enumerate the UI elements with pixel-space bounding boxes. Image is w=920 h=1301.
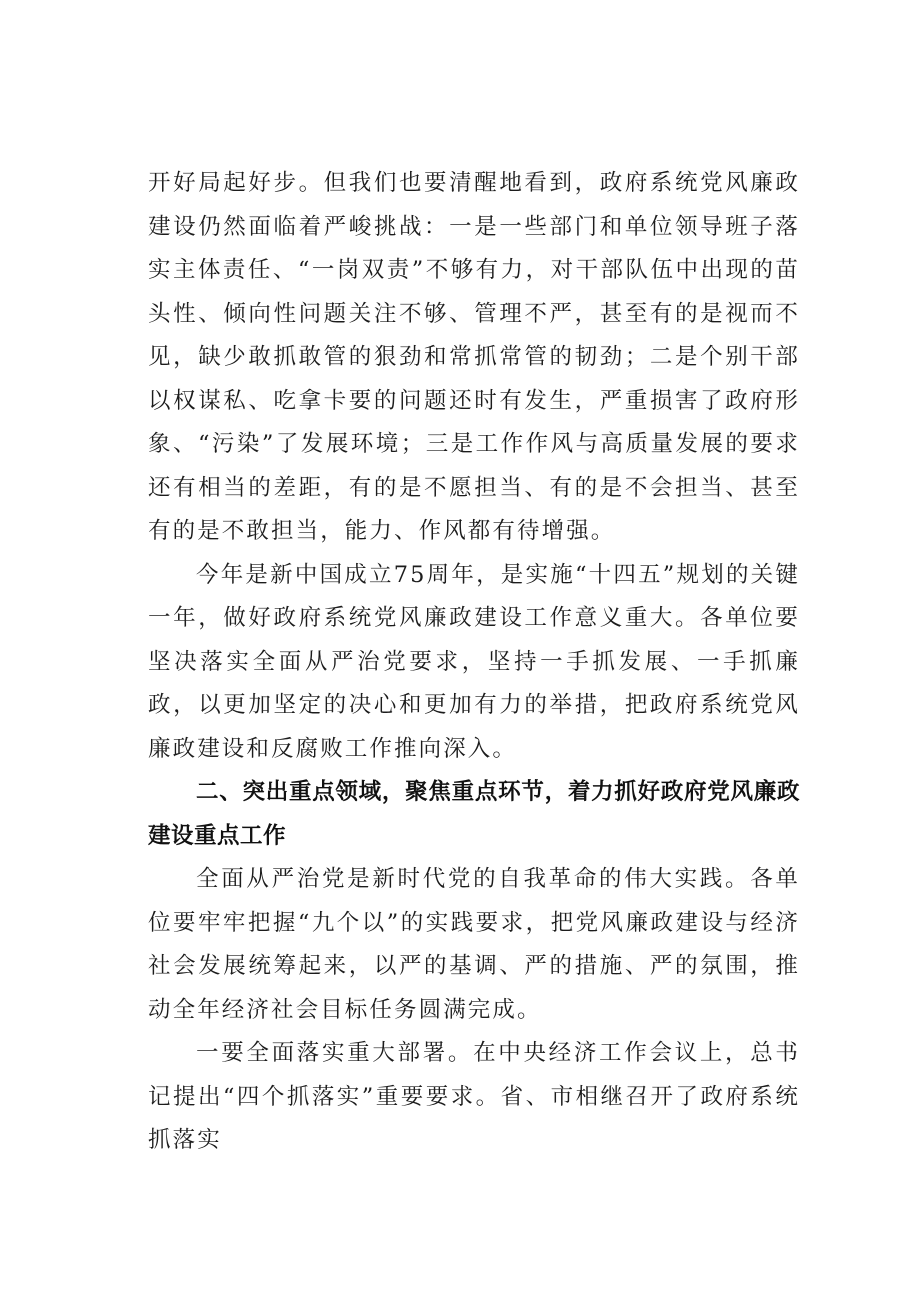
paragraph-major-deployment: 一要全面落实重大部署。在中央经济工作会议上，总书记提出“四个抓落实”重要要求。省、市相继召开了政府系统抓落实 xyxy=(148,1040,800,1153)
paragraph-strict-governance: 全面从严治党是新时代党的自我革命的伟大实践。各单位要牢牢把握“九个以”的实践要求，把党风廉政建设与经济社会发展统筹起来，以严的基调、严的措施、严的氛围，推动全年经济社会目标任务圆满完成。 xyxy=(148,866,800,1023)
paragraph-anniversary: 今年是新中国成立75周年，是实施“十四五”规划的关键一年，做好政府系统党风廉政建设工作意义重大。各单位要坚决落实全面从严治党要求，坚持一手抓发展、一手抓廉政，以更加坚定的决心和更加有力的举措，把政府系统党风廉政建设和反腐败工作推向深入。 xyxy=(148,561,800,762)
section-heading-two: 二、突出重点领域，聚焦重点环节，着力抓好政府党风廉政建设重点工作 xyxy=(148,779,800,849)
paragraph-continuation: 开好局起好步。但我们也要清醒地看到，政府系统党风廉政建设仍然面临着严峻挑战：一是一些部门和单位领导班子落实主体责任、“一岗双责”不够有力，对干部队伍中出现的苗头性、倾向性问题关注不够、管理不严，甚至有的是视而不见，缺少敢抓敢管的狠劲和常抓常管的韧劲；二是个别干部以权谋私、吃拿卡要的问题还时有发生，严重损害了政府形象、“污染”了发展环境；三是工作作风与高质量发展的要求还有相当的差距，有的是不愿担当、有的是不会担当、甚至有的是不敢担当，能力、作风都有待增强。 xyxy=(148,170,800,544)
document-body xyxy=(148,162,800,1163)
